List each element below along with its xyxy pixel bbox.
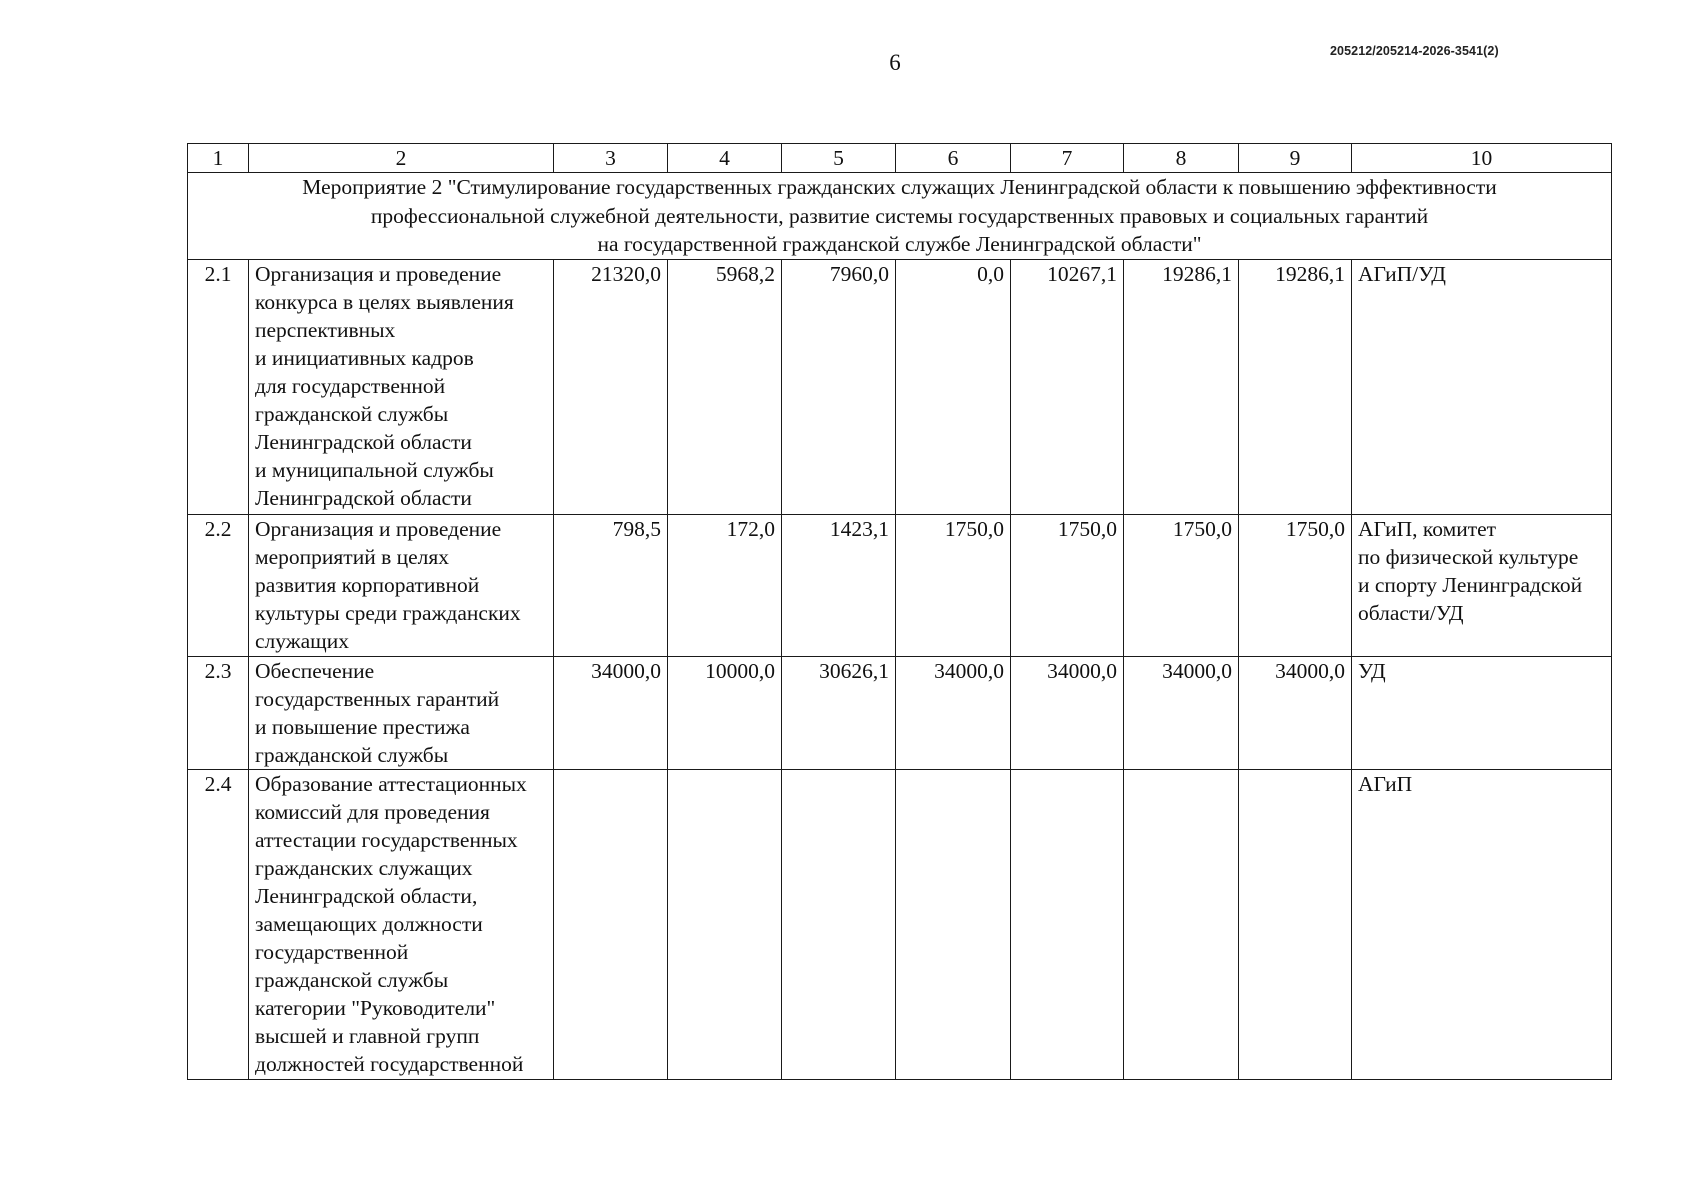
activity-name-line: культуры среди гражданских bbox=[255, 600, 521, 625]
row-number: 2.2 bbox=[188, 514, 249, 656]
funding-value bbox=[1239, 769, 1352, 1079]
activity-name bbox=[249, 259, 554, 514]
header-cell: 4 bbox=[668, 144, 782, 173]
responsible-party bbox=[1352, 514, 1612, 656]
funding-value: 34000,0 bbox=[554, 656, 668, 769]
row-number: 2.1 bbox=[188, 259, 249, 514]
responsible-party-line: АГиП/УД bbox=[1358, 261, 1446, 286]
funding-value: 21320,0 bbox=[554, 259, 668, 514]
activity-name-line: гражданской службы bbox=[255, 742, 449, 767]
responsible-party bbox=[1352, 259, 1612, 514]
header-cell: 2 bbox=[249, 144, 554, 173]
section-title-row bbox=[188, 173, 1612, 260]
activity-name-line: и инициативных кадров bbox=[255, 345, 474, 370]
funding-value bbox=[1011, 769, 1124, 1079]
funding-value: 34000,0 bbox=[1011, 656, 1124, 769]
funding-value bbox=[668, 769, 782, 1079]
activity-name-line: комиссий для проведения bbox=[255, 799, 490, 824]
activity-name-line: перспективных bbox=[255, 317, 396, 342]
funding-value: 30626,1 bbox=[782, 656, 896, 769]
table-body bbox=[188, 259, 1612, 1079]
table-row bbox=[188, 259, 1612, 514]
activity-name-line: для государственной bbox=[255, 373, 446, 398]
funding-value bbox=[1124, 769, 1239, 1079]
activity-name-line: государственной bbox=[255, 939, 409, 964]
responsible-party-line: АГиП bbox=[1358, 771, 1413, 796]
activity-name-line: гражданской службы bbox=[255, 967, 449, 992]
section-title-line: на государственной гражданской службе Ленинградской области" bbox=[597, 232, 1202, 256]
funding-value: 5968,2 bbox=[668, 259, 782, 514]
program-table bbox=[187, 143, 1612, 1080]
activity-name-line: Ленинградской области, bbox=[255, 883, 478, 908]
funding-value: 34000,0 bbox=[896, 656, 1011, 769]
activity-name-line: служащих bbox=[255, 628, 349, 653]
table-row bbox=[188, 656, 1612, 769]
activity-name-line: конкурса в целях выявления bbox=[255, 289, 514, 314]
section-title-line: Мероприятие 2 "Стимулирование государственных гражданских служащих Ленинградской области к повышению эффективности bbox=[302, 175, 1497, 199]
header-cell: 8 bbox=[1124, 144, 1239, 173]
activity-name-line: Организация и проведение bbox=[255, 516, 502, 541]
responsible-party bbox=[1352, 769, 1612, 1079]
header-cell: 9 bbox=[1239, 144, 1352, 173]
activity-name-line: аттестации государственных bbox=[255, 827, 518, 852]
funding-value bbox=[554, 769, 668, 1079]
header-cell: 6 bbox=[896, 144, 1011, 173]
funding-value: 7960,0 bbox=[782, 259, 896, 514]
activity-name-line: замещающих должности bbox=[255, 911, 483, 936]
funding-value: 0,0 bbox=[896, 259, 1011, 514]
activity-name-line: должностей государственной bbox=[255, 1051, 524, 1076]
activity-name-line: государственных гарантий bbox=[255, 686, 500, 711]
funding-value: 1423,1 bbox=[782, 514, 896, 656]
activity-name-line: Ленинградской области bbox=[255, 485, 472, 510]
activity-name-line: мероприятий в целях bbox=[255, 544, 450, 569]
row-number: 2.3 bbox=[188, 656, 249, 769]
funding-value: 34000,0 bbox=[1124, 656, 1239, 769]
header-cell: 3 bbox=[554, 144, 668, 173]
responsible-party-line: и спорту Ленинградской bbox=[1358, 572, 1583, 597]
header-cell: 10 bbox=[1352, 144, 1612, 173]
section-title bbox=[188, 173, 1612, 260]
activity-name-line: и повышение престижа bbox=[255, 714, 470, 739]
funding-value: 172,0 bbox=[668, 514, 782, 656]
responsible-party-line: области/УД bbox=[1358, 600, 1464, 625]
funding-value: 1750,0 bbox=[896, 514, 1011, 656]
funding-value bbox=[896, 769, 1011, 1079]
table-header-row bbox=[188, 144, 1612, 173]
funding-value: 19286,1 bbox=[1124, 259, 1239, 514]
funding-value: 10267,1 bbox=[1011, 259, 1124, 514]
activity-name-line: гражданских служащих bbox=[255, 855, 473, 880]
funding-value: 798,5 bbox=[554, 514, 668, 656]
activity-name-line: Организация и проведение bbox=[255, 261, 502, 286]
row-number: 2.4 bbox=[188, 769, 249, 1079]
funding-value: 34000,0 bbox=[1239, 656, 1352, 769]
document-code: 205212/205214-2026-3541(2) bbox=[1330, 44, 1499, 58]
activity-name-line: Обеспечение bbox=[255, 658, 375, 683]
funding-value bbox=[782, 769, 896, 1079]
funding-value: 1750,0 bbox=[1239, 514, 1352, 656]
responsible-party-line: АГиП, комитет bbox=[1358, 516, 1497, 541]
activity-name bbox=[249, 656, 554, 769]
responsible-party bbox=[1352, 656, 1612, 769]
responsible-party-line: УД bbox=[1358, 658, 1386, 683]
activity-name-line: Ленинградской области bbox=[255, 429, 472, 454]
activity-name-line: гражданской службы bbox=[255, 401, 449, 426]
table-row bbox=[188, 514, 1612, 656]
activity-name-line: и муниципальной службы bbox=[255, 457, 494, 482]
funding-value: 1750,0 bbox=[1011, 514, 1124, 656]
responsible-party-line: по физической культуре bbox=[1358, 544, 1579, 569]
section-title-line: профессиональной служебной деятельности, развитие системы государственных правовых и социальных гарантий bbox=[370, 203, 1429, 228]
activity-name-line: высшей и главной групп bbox=[255, 1023, 480, 1048]
header-cell: 1 bbox=[188, 144, 249, 173]
activity-name bbox=[249, 514, 554, 656]
activity-name-line: развития корпоративной bbox=[255, 572, 480, 597]
activity-name bbox=[249, 769, 554, 1079]
table-row bbox=[188, 769, 1612, 1079]
page-number: 6 bbox=[889, 50, 901, 75]
activity-name-line: категории "Руководители" bbox=[255, 995, 496, 1020]
funding-value: 19286,1 bbox=[1239, 259, 1352, 514]
funding-value: 1750,0 bbox=[1124, 514, 1239, 656]
activity-name-line: Образование аттестационных bbox=[255, 771, 527, 796]
funding-value: 10000,0 bbox=[668, 656, 782, 769]
header-cell: 7 bbox=[1011, 144, 1124, 173]
header-cell: 5 bbox=[782, 144, 896, 173]
